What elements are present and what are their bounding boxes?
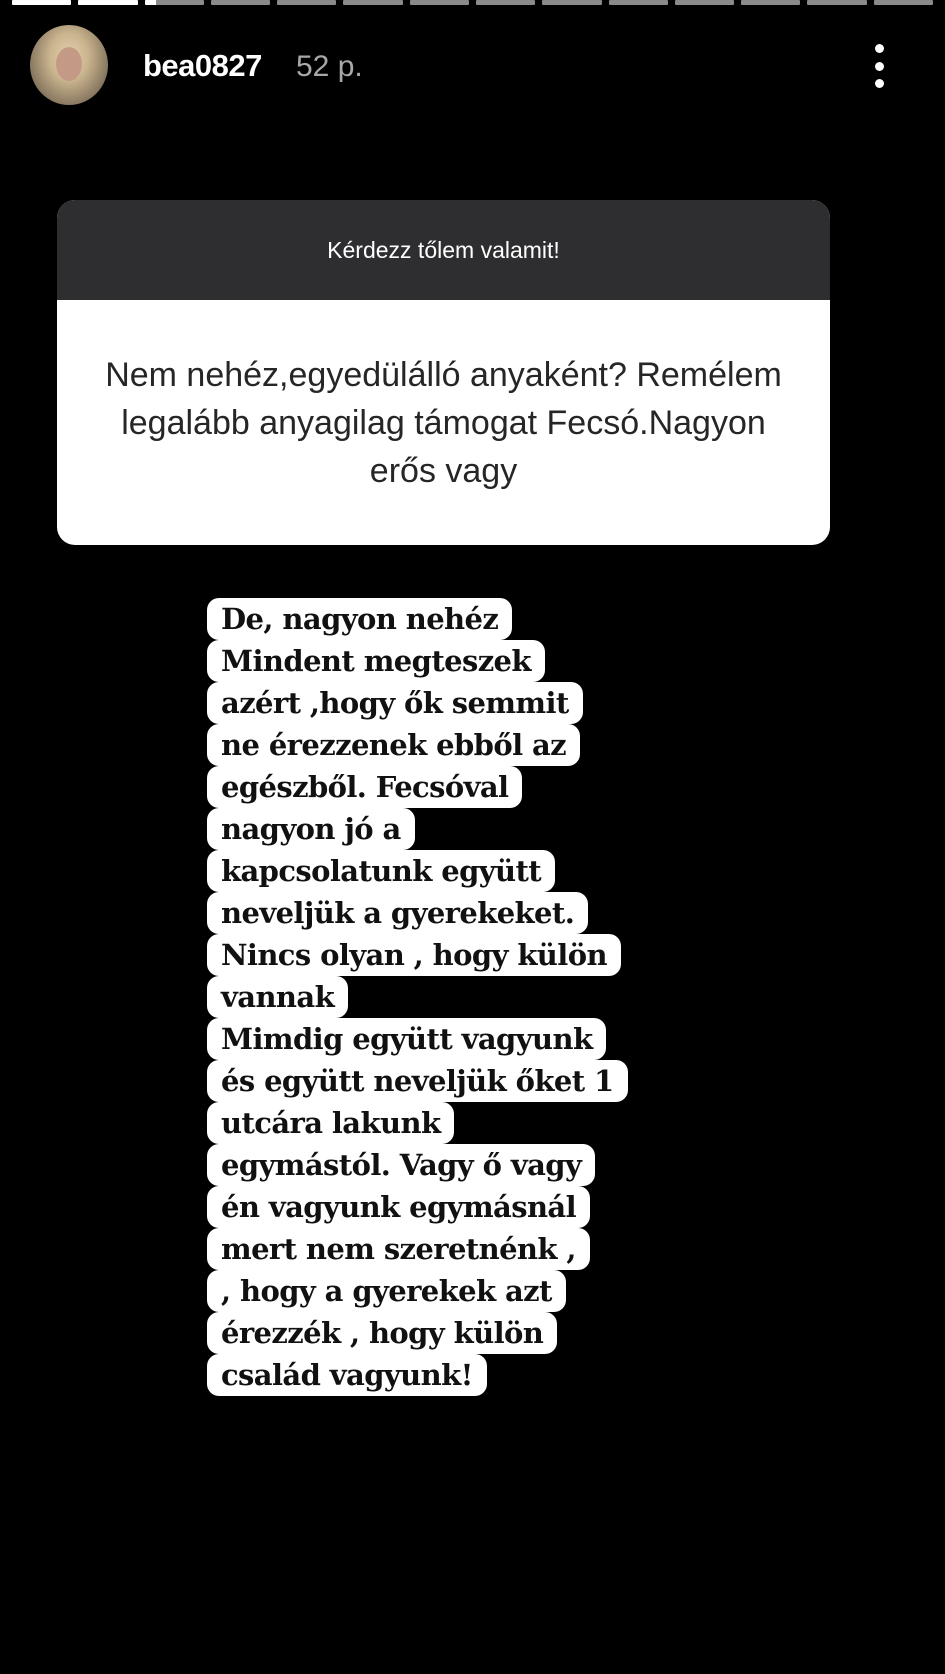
username[interactable]: bea0827 (143, 48, 262, 83)
story-progress-segment (675, 0, 734, 5)
answer-line (207, 598, 707, 640)
answer-line-text: Mimdig együtt vagyunk (207, 1018, 606, 1060)
avatar[interactable] (30, 25, 108, 105)
answer-line (207, 1312, 707, 1354)
answer-line (207, 934, 707, 976)
answer-line-text: ne érezzenek ebből az (207, 724, 580, 766)
answer-line-text: én vagyunk egymásnál (207, 1186, 590, 1228)
answer-line-text: utcára lakunk (207, 1102, 454, 1144)
story-progress-segment (410, 0, 469, 5)
answer-line (207, 640, 707, 682)
story-progress-segment (343, 0, 402, 5)
story-progress-segment (145, 0, 204, 5)
post-time: 52 p. (296, 50, 363, 83)
answer-line-text: érezzék , hogy külön (207, 1312, 557, 1354)
question-text: Nem nehéz,egyedülálló anyaként? Remélem legalább anyagilag támogat Fecsó.Nagyon erős vagy (105, 355, 782, 490)
answer-line-text: neveljük a gyerekeket. (207, 892, 588, 934)
story-progress-segment (277, 0, 336, 5)
story-progress-bar (12, 0, 933, 6)
answer-line-text: és együtt neveljük őket 1 (207, 1060, 628, 1102)
answer-line-text: , hogy a gyerekek azt (207, 1270, 566, 1312)
answer-line (207, 1144, 707, 1186)
answer-line-text: vannak (207, 976, 348, 1018)
answer-line-text: család vagyunk! (207, 1354, 487, 1396)
answer-line (207, 808, 707, 850)
answer-line (207, 1018, 707, 1060)
answer-text (207, 598, 707, 1396)
answer-line (207, 1060, 707, 1102)
answer-line-text: Nincs olyan , hogy külön (207, 934, 621, 976)
answer-line (207, 1270, 707, 1312)
story-progress-segment (12, 0, 71, 5)
story-progress-segment (609, 0, 668, 5)
answer-line-text: mert nem szeretnénk , (207, 1228, 590, 1270)
answer-line (207, 1354, 707, 1396)
question-sticker-title: Kérdezz tőlem valamit! (57, 200, 830, 300)
answer-line (207, 850, 707, 892)
answer-line (207, 1186, 707, 1228)
answer-line (207, 1102, 707, 1144)
answer-line (207, 724, 707, 766)
answer-line-text: egészből. Fecsóval (207, 766, 522, 808)
answer-line-text: De, nagyon nehéz (207, 598, 512, 640)
answer-line (207, 1228, 707, 1270)
answer-line (207, 682, 707, 724)
story-progress-segment (542, 0, 601, 5)
answer-line (207, 766, 707, 808)
answer-line-text: egymástól. Vagy ő vagy (207, 1144, 595, 1186)
answer-line-text: Mindent megteszek (207, 640, 545, 682)
answer-line-text: nagyon jó a (207, 808, 415, 850)
story-progress-segment (78, 0, 137, 5)
more-options-icon[interactable] (872, 44, 886, 88)
answer-line-text: azért ,hogy ők semmit (207, 682, 583, 724)
story-progress-segment (476, 0, 535, 5)
answer-line-text: kapcsolatunk együtt (207, 850, 555, 892)
story-progress-segment (211, 0, 270, 5)
answer-line (207, 892, 707, 934)
story-progress-segment (874, 0, 933, 5)
answer-line (207, 976, 707, 1018)
story-progress-segment (807, 0, 866, 5)
story-progress-segment (741, 0, 800, 5)
question-sticker (57, 200, 830, 545)
